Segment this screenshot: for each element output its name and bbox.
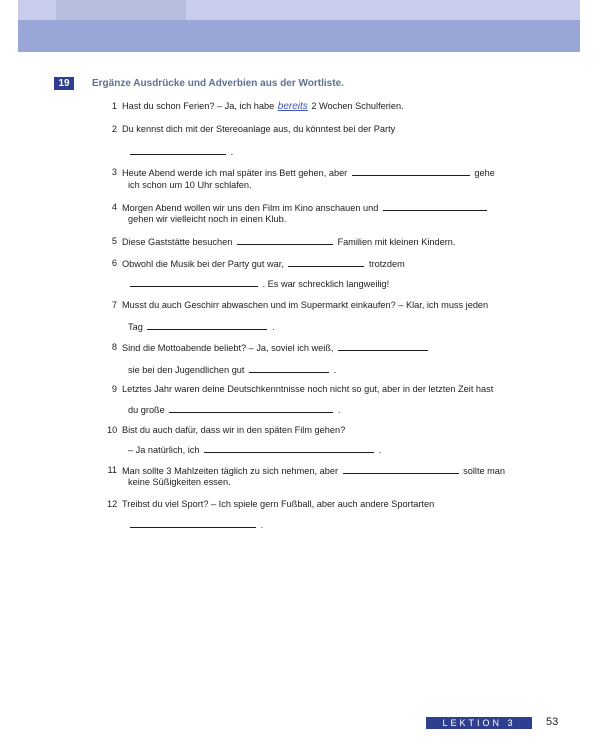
item-text: Obwohl die Musik bei der Party gut war, trotzdem xyxy=(122,259,405,269)
header-band xyxy=(0,0,600,56)
item-text: Heute Abend werde ich mal später ins Bett gehen, aber gehe xyxy=(122,168,495,178)
item-text: Letztes Jahr waren deine Deutschkenntnisse noch nicht so gut, aber in der letzten Zeit hast xyxy=(122,384,494,394)
exercise-number: 19 xyxy=(54,77,74,90)
item-number: 6 xyxy=(111,258,117,268)
item-number: 11 xyxy=(107,465,117,475)
list-item-continuation: sie bei den Jugendlichen gut . xyxy=(128,365,337,375)
list-item-continuation: keine Süßigkeiten essen. xyxy=(128,477,231,487)
item-text: Sind die Mottoabende beliebt? – Ja, soviel ich weiß, xyxy=(122,341,430,354)
blank-field[interactable] xyxy=(130,518,256,528)
item-number: 2 xyxy=(111,124,117,134)
blank-field[interactable] xyxy=(147,320,267,330)
item-text: Diese Gaststätte besuchen Familien mit kleinen Kindern. xyxy=(122,237,456,247)
blank-field[interactable] xyxy=(130,145,226,155)
item-number: 3 xyxy=(111,167,117,177)
item-number: 7 xyxy=(111,300,117,310)
list-item-continuation: . xyxy=(128,145,233,158)
item-number: 1 xyxy=(111,101,117,111)
list-item-continuation: du große . xyxy=(128,405,341,415)
item-text: Man sollte 3 Mahlzeiten täglich zu sich nehmen, aber sollte man xyxy=(122,466,506,476)
list-item-continuation: – Ja natürlich, ich . xyxy=(128,445,382,455)
item-text: Hast du schon Ferien? – Ja, ich habe bereits 2 Wochen Schulferien. xyxy=(122,101,404,112)
item-number: 4 xyxy=(111,202,117,212)
blank-field[interactable] xyxy=(338,341,428,351)
blank-field[interactable] xyxy=(169,403,333,413)
lesson-label: LEKTION 3 xyxy=(426,717,532,729)
blank-field[interactable] xyxy=(249,363,329,373)
item-text: Du kennst dich mit der Stereoanlage aus, du könntest bei der Party xyxy=(122,124,396,134)
item-number: 9 xyxy=(111,384,117,394)
item-text: Bist du auch dafür, dass wir in den späten Film gehen? xyxy=(122,425,346,435)
item-text: Morgen Abend wollen wir uns den Film im Kino anschauen und xyxy=(122,201,489,214)
list-item-continuation: ich schon um 10 Uhr schlafen. xyxy=(128,180,252,190)
item-number: 5 xyxy=(111,236,117,246)
blank-field[interactable] xyxy=(130,277,258,287)
blank-field[interactable] xyxy=(288,257,364,267)
list-item-continuation: . Es war schrecklich langweilig! xyxy=(128,277,389,290)
answer-text: bereits xyxy=(277,101,308,112)
exercise-title: Ergänze Ausdrücke und Adverbien aus der Wortliste. xyxy=(92,78,344,89)
blank-field[interactable] xyxy=(343,464,459,474)
item-text: Treibst du viel Sport? – Ich spiele gern Fußball, aber auch andere Sportarten xyxy=(122,499,435,509)
item-number: 8 xyxy=(111,342,117,352)
blank-field[interactable] xyxy=(204,443,374,453)
list-item-continuation: Tag . xyxy=(128,322,275,332)
blank-field[interactable] xyxy=(383,201,487,211)
list-item-continuation: . xyxy=(128,518,263,531)
item-number: 10 xyxy=(107,425,118,435)
item-text: Musst du auch Geschirr abwaschen und im Supermarkt einkaufen? – Klar, ich muss jeden xyxy=(122,300,489,310)
header-band-dark xyxy=(18,20,580,52)
list-item-continuation: gehen wir vielleicht noch in einen Klub. xyxy=(128,214,287,224)
blank-field[interactable] xyxy=(237,235,333,245)
item-number: 12 xyxy=(107,499,118,509)
page-number: 53 xyxy=(546,716,559,728)
blank-field[interactable] xyxy=(352,166,470,176)
